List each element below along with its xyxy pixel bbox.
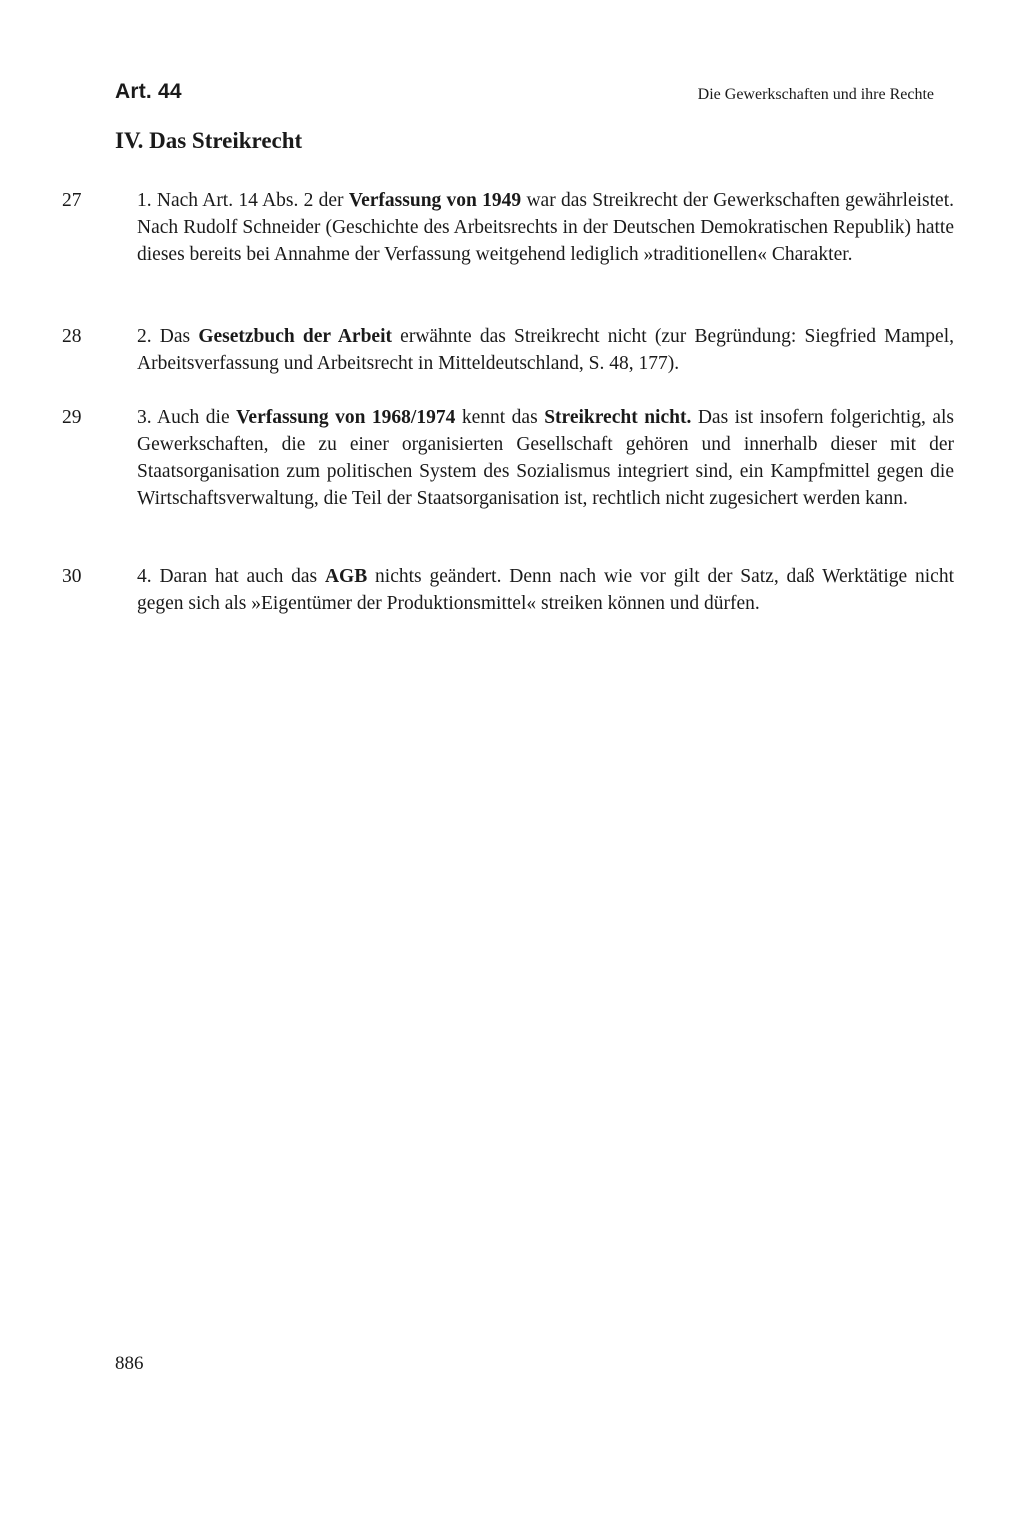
paragraph-bold-text: Verfassung von 1949 — [348, 190, 522, 211]
page-number: 886 — [115, 1353, 144, 1374]
paragraph-text: war das Streikrecht der Gewerkschaften gewährleistet. Nach Rudolf Schneider (Geschichte des Arbeitsrechts in der Deutschen Demokratischen Republik) hatte dieses bereits bei Annahme der Verfassung weitgehend lediglich »traditionellen« Charakter. — [137, 190, 954, 265]
paragraph-text: 2. Das — [137, 326, 199, 347]
paragraph-text: kennt das — [455, 407, 545, 428]
margin-number: 30 — [62, 566, 82, 587]
article-number: Art. 44 — [115, 80, 182, 103]
running-title: Die Gewerkschaften und ihre Rechte — [697, 86, 934, 103]
paragraph-bold-text: AGB — [324, 566, 368, 587]
paragraph — [115, 323, 954, 377]
paragraph-text: erwähnte das Streikrecht nicht (zur Begründung: Siegfried Mampel, Arbeitsverfassung und Arbeitsrecht in Mitteldeutschland, S. 48, 177). — [137, 326, 955, 374]
margin-number: 29 — [62, 407, 82, 428]
section-heading: IV. Das Streikrecht — [115, 128, 303, 153]
paragraph-bold-text: Gesetzbuch der Arbeit — [198, 326, 392, 347]
margin-number: 27 — [62, 190, 82, 211]
paragraph-text: nichts geändert. Denn nach wie vor gilt der Satz, daß Werktätige nicht gegen sich als »Eigentümer der Produktionsmittel« streiken können und dürfen. — [137, 566, 954, 614]
paragraph-text: 1. Nach Art. 14 Abs. 2 der — [137, 190, 349, 211]
paragraph-text: 4. Daran hat auch das — [137, 566, 325, 587]
paragraph-bold-text: Streikrecht nicht. — [544, 407, 692, 428]
paragraph — [115, 404, 954, 512]
paragraph-text: 3. Auch die — [137, 407, 237, 428]
margin-number: 28 — [62, 326, 82, 347]
paragraph — [115, 563, 954, 617]
paragraph-bold-text: Verfassung von 1968/1974 — [236, 407, 456, 428]
paragraph — [115, 187, 954, 268]
paragraph-text: Das ist insofern folgerichtig, als Gewerkschaften, die zu einer organisierten Gesellschaft gehören und innerhalb dieser mit der Staatsorganisation zum politischen System des Sozialismus integriert sind, ein Kampfmittel gegen die Wirtschaftsverwaltung, die Teil der Staatsorganisation ist, rechtlich nicht zugesichert werden kann. — [137, 407, 955, 509]
